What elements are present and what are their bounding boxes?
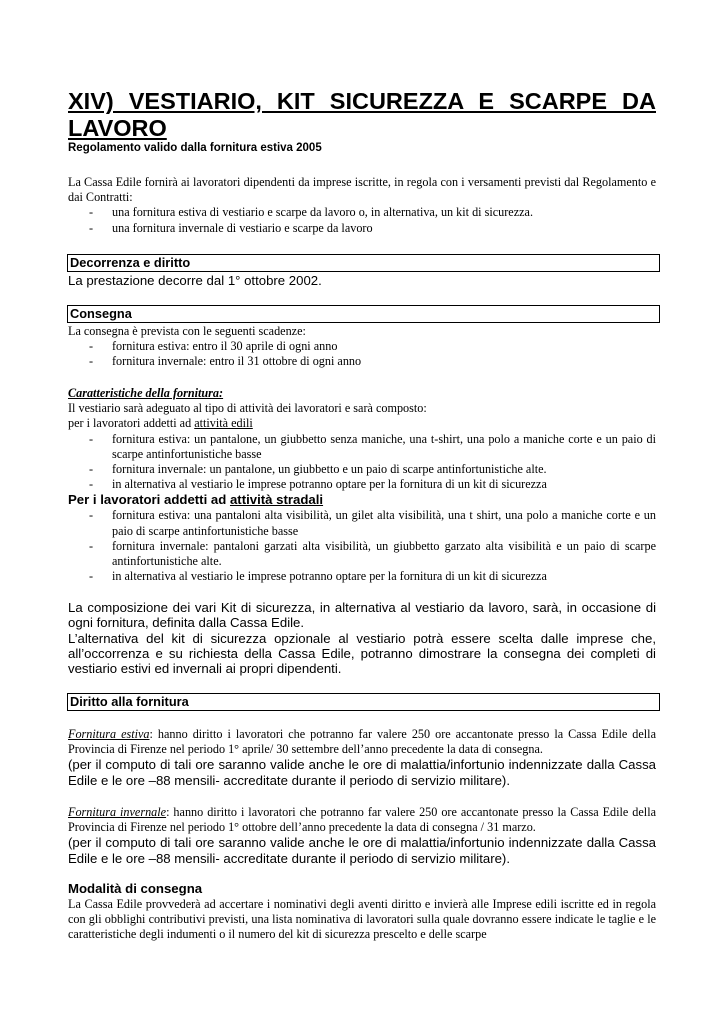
caratteristiche-line2 (68, 416, 656, 431)
list-item: - fornitura estiva: una pantaloni alta visibilità, un gilet alta visibilità, una t shirt, una polo a maniche corte e un paio di scarpe antinfortunistiche basse (112, 508, 656, 538)
invernale-label: Fornitura invernale (68, 805, 167, 819)
decorrenza-text: La prestazione decorre dal 1° ottobre 2002. (68, 273, 322, 288)
modalita-heading: Modalità di consegna (68, 881, 203, 896)
list-item: - una fornitura estiva di vestiario e scarpe da lavoro o, in alternativa, un kit di sicurezza. (112, 205, 656, 220)
consegna-section (68, 324, 656, 370)
list-item: - una fornitura invernale di vestiario e scarpe da lavoro (112, 221, 656, 236)
caratteristiche-heading-text: Caratteristiche della fornitura: (68, 386, 224, 400)
consegna-text: La consegna è prevista con le seguenti scadenze: (68, 324, 306, 338)
list-item: - fornitura estiva: entro il 30 aprile di ogni anno (112, 339, 656, 354)
page-subtitle: Regolamento valido dalla fornitura estiva 2005 (68, 142, 322, 154)
section-header-decorrenza: Decorrenza e diritto (67, 254, 660, 272)
invernale-body: : hanno diritto i lavoratori che potranno far valere 250 ore accantonate presso la Cassa Edile della Provincia di Firenze nel periodo 1° ottobre dell’anno precedente la data di consegna / 31 marzo. (68, 805, 656, 835)
composizione-section (68, 600, 656, 676)
stradali-label: attività stradali (229, 492, 324, 508)
intro-list (68, 205, 656, 235)
section-header-diritto: Diritto alla fornitura (67, 693, 660, 711)
stradali-prefix: Per i lavoratori addetti ad (68, 492, 230, 508)
estiva-note: (per il computo di tali ore saranno valide anche le ore di malattia/infortunio indennizzate dalla Cassa Edile e le ore –88 mensili- accreditate durante il periodo di servizio militare). (68, 757, 656, 788)
intro-section (68, 175, 656, 236)
caratteristiche-section (68, 386, 656, 584)
diritto-invernale-section (68, 805, 656, 866)
edili-list (68, 432, 656, 493)
caratteristiche-heading (68, 386, 656, 401)
list-item: - fornitura estiva: un pantalone, un giubbetto senza maniche, una t-shirt, una polo a maniche corte e un paio di scarpe antinfortunistiche basse (112, 432, 656, 462)
composizione-text: La composizione dei vari Kit di sicurezza, in alternativa al vestiario da lavoro, sarà, in occasione di ogni fornitura, definita dalla Cassa Edile. (68, 600, 656, 631)
edili-label: attività edili (194, 416, 253, 431)
estiva-label: Fornitura estiva (68, 727, 150, 741)
list-item: - fornitura invernale: un pantalone, un giubbetto e un paio di scarpe antinfortunistiche alte. (112, 462, 656, 477)
edili-prefix: per i lavoratori addetti ad (68, 416, 195, 431)
decorrenza-section (68, 273, 656, 288)
estiva-text (68, 727, 656, 757)
section-header-consegna: Consegna (67, 305, 660, 323)
list-item: - in alternativa al vestiario le imprese potranno optare per la fornitura di un kit di sicurezza (112, 477, 656, 492)
alternativa-text: L’alternativa del kit di sicurezza opzionale al vestiario potrà essere scelta dalle imprese che, all’occorrenza e su richiesta della Cassa Edile, potranno dimostrare la consegna dei completi di vestiario estivi ed invernali ai propri dipendenti. (68, 630, 656, 677)
list-item: - in alternativa al vestiario le imprese potranno optare per la fornitura di un kit di sicurezza (112, 569, 656, 584)
intro-text: La Cassa Edile fornirà ai lavoratori dipendenti da imprese iscritte, in regola con i versamenti previsti dal Regolamento e dai Contratti: (68, 175, 656, 205)
stradali-heading (68, 492, 656, 508)
page-title: XIV) VESTIARIO, KIT SICUREZZA E SCARPE DA LAVORO (68, 88, 656, 141)
list-item: - fornitura invernale: entro il 31 ottobre di ogni anno (112, 354, 656, 369)
modalita-text: La Cassa Edile provvederà ad accertare i nominativi degli aventi diritto e invierà alle Imprese edili iscritte ed in regola con gli obblighi contributivi previsti, una lista nominativa di lavoratori sulla quale dovranno essere indicate le taglie e le caratteristiche degli indumenti o il numero del kit di sicurezza prescelto e delle scarpe (68, 897, 656, 942)
modalita-section (68, 881, 656, 943)
caratteristiche-line1: Il vestiario sarà adeguato al tipo di attività dei lavoratori e sarà composto: (68, 401, 427, 416)
stradali-list (68, 508, 656, 584)
estiva-body: : hanno diritto i lavoratori che potranno far valere 250 ore accantonate presso la Cassa Edile della Provincia di Firenze nel periodo 1° aprile/ 30 settembre dell’anno precedente la data di consegna. (68, 727, 656, 757)
invernale-text (68, 805, 656, 835)
list-item: - fornitura invernale: pantaloni garzati alta visibilità, un giubbetto garzato alta visibilità e un paio di scarpe antinfortunistiche alte. (112, 539, 656, 569)
consegna-list (68, 339, 656, 369)
invernale-note: (per il computo di tali ore saranno valide anche le ore di malattia/infortunio indennizzate dalla Cassa Edile e le ore –88 mensili- accreditate durante il periodo di servizio militare). (68, 835, 656, 866)
diritto-estiva-section (68, 727, 656, 788)
